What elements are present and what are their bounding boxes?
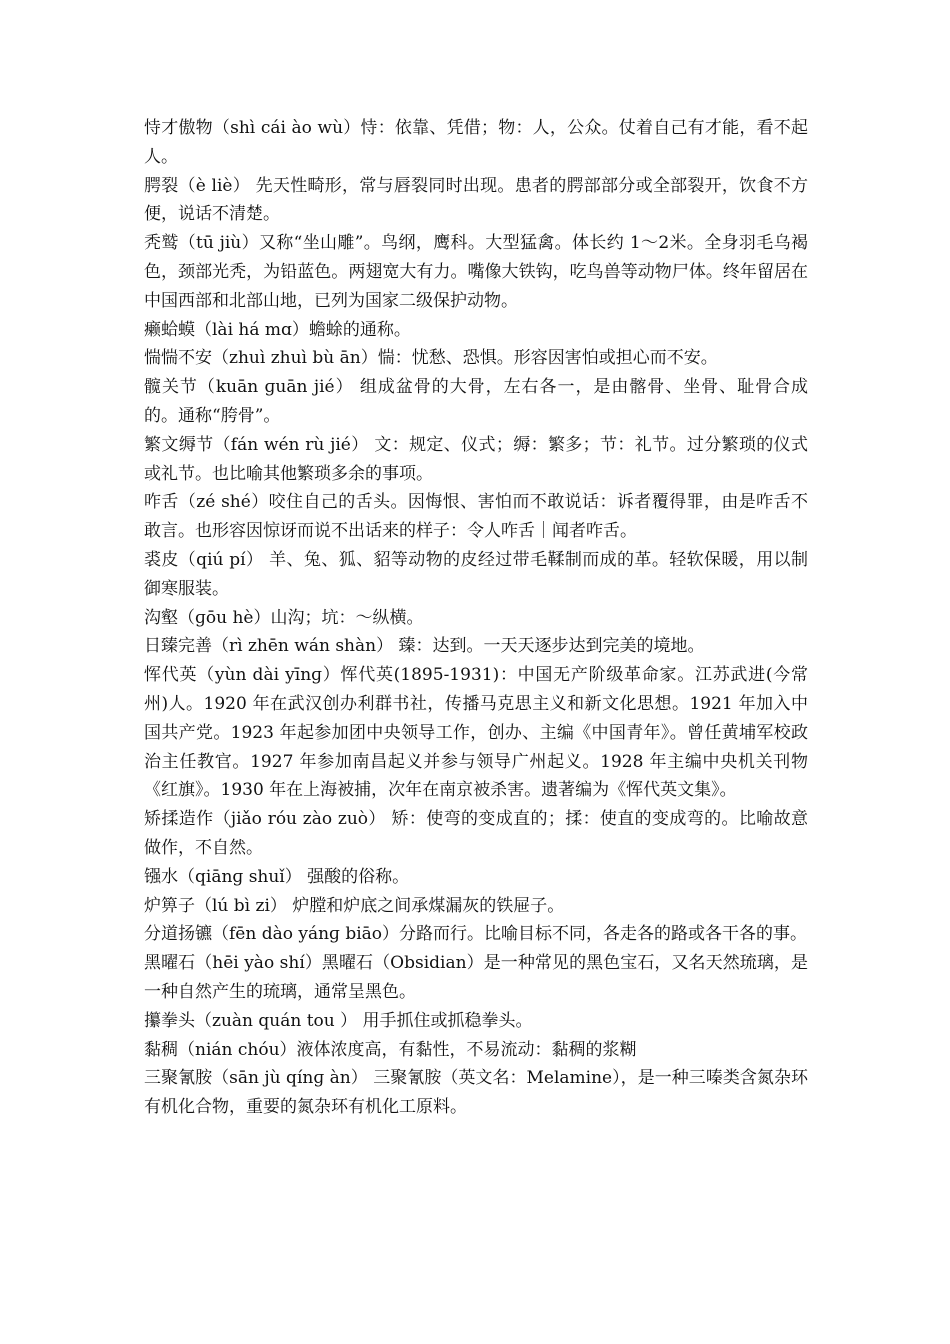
entry-shi-cai-ao-wu: 恃才傲物（shì cái ào wù）恃：依靠、凭借；物：人，公众。仗着自己有才能，看不起人。 (144, 118, 808, 167)
entry-fen-dao-yang-biao: 分道扬镳（fēn dào yánɡ biāo）分路而行。比喻目标不同，各走各的路或各干各的事。 (144, 924, 808, 945)
entry-ze-she: 咋舌（zé shé）咬住自己的舌头。因悔恨、害怕而不敢说话：诉者覆得罪，由是咋舌不敢言。也形容因惊讶而说不出话来的样子：令人咋舌｜闻者咋舌。 (144, 492, 808, 542)
document-body (144, 114, 808, 1122)
entry-fan-wen-ru-jie: 繁文缛节（fán wén rù jié） 文：规定、仪式；缛：繁多；节：礼节。过分繁琐的仪式或礼节。也比喻其他繁琐多余的事项。 (144, 434, 808, 484)
entry-nian-chou: 黏稠（nián chóu）液体浓度高，有黏性，不易流动：黏稠的浆糊 (144, 1039, 637, 1060)
entry-gou-he: 沟壑（ɡōu hè）山沟；坑：～纵横。 (144, 607, 424, 628)
entry-san-ju-qing-an: 三聚氰胺（sān jù qínɡ àn） 三聚氰胺（英文名：Melamine），是一种三嗪类含氮杂环有机化合物，重要的氮杂环有机化工原料。 (144, 1068, 808, 1118)
entry-lu-bi-zi: 炉箅子（lú bì zi） 炉膛和炉底之间承煤漏灰的铁屉子。 (144, 895, 565, 916)
entry-qiu-pi: 裘皮（qiú pí） 羊、兔、狐、貂等动物的皮经过带毛鞣制而成的革。轻软保暖，用以制御寒服装。 (144, 549, 808, 599)
entry-jiao-rou-zao-zuo: 矫揉造作（jiǎo róu zào zuò） 矫：使弯的变成直的；揉：使直的变成弯的。比喻故意做作，不自然。 (144, 809, 808, 858)
entry-kuan-guan-jie: 髋关节（kuān ɡuān jié） 组成盆骨的大骨，左右各一，是由髂骨、坐骨、耻骨合成的。通称“胯骨”。 (144, 377, 808, 426)
entry-zhui-zhui-bu-an: 惴惴不安（zhuì zhuì bù ān）惴：忧愁、恐惧。形容因害怕或担心而不安。 (144, 348, 718, 369)
entry-ri-zhen-wan-shan: 日臻完善（rì zhēn wán shàn） 臻：达到。一天天逐步达到完美的境地。 (144, 636, 705, 657)
entry-yun-dai-ying: 恽代英（yùn dài yīnɡ）恽代英(1895-1931)：中国无产阶级革命家。江苏武进(今常州)人。1920 年在武汉创办利群书社，传播马克思主义和新文化思想。1921 年加入中国共产党。1923 年起参加团中央领导工作，创办、主编《中国青年》。曾任黄埔军校政治主任教官。1927 年参加南昌起义并参与领导广州起义。1928 年主编中央机关刊物《红旗》。1930 年在上海被捕，次年在南京被杀害。遗著编为《恽代英文集》。 (144, 665, 808, 801)
entry-e-lie: 腭裂（è liè） 先天性畸形，常与唇裂同时出现。患者的腭部部分或全部裂开，饮食不方便，说话不清楚。 (144, 175, 808, 225)
entry-hei-yao-shi: 黑曜石（hēi yào shí）黑曜石（Obsidian）是一种常见的黑色宝石，又名天然琉璃，是一种自然产生的琉璃，通常呈黑色。 (144, 953, 808, 1002)
entry-zuan-quan-tou: 攥拳头（zuàn quán tou ） 用手抓住或抓稳拳头。 (144, 1010, 533, 1031)
entry-lai-ha-ma: 癞蛤蟆（lài há mɑ）蟾蜍的通称。 (144, 319, 411, 340)
entry-tu-jiu: 秃鹫（tū jiù）又称“坐山雕”。鸟纲，鹰科。大型猛禽。体长约 1～2米。全身羽毛乌褐色，颈部光秃，为铅蓝色。两翅宽大有力。嘴像大铁钩，吃鸟兽等动物尸体。终年留居在中国西部和北部山地，已列为国家二级保护动物。 (144, 233, 808, 311)
entry-qiang-shui: 镪水（qiānɡ shuǐ） 强酸的俗称。 (144, 866, 410, 887)
